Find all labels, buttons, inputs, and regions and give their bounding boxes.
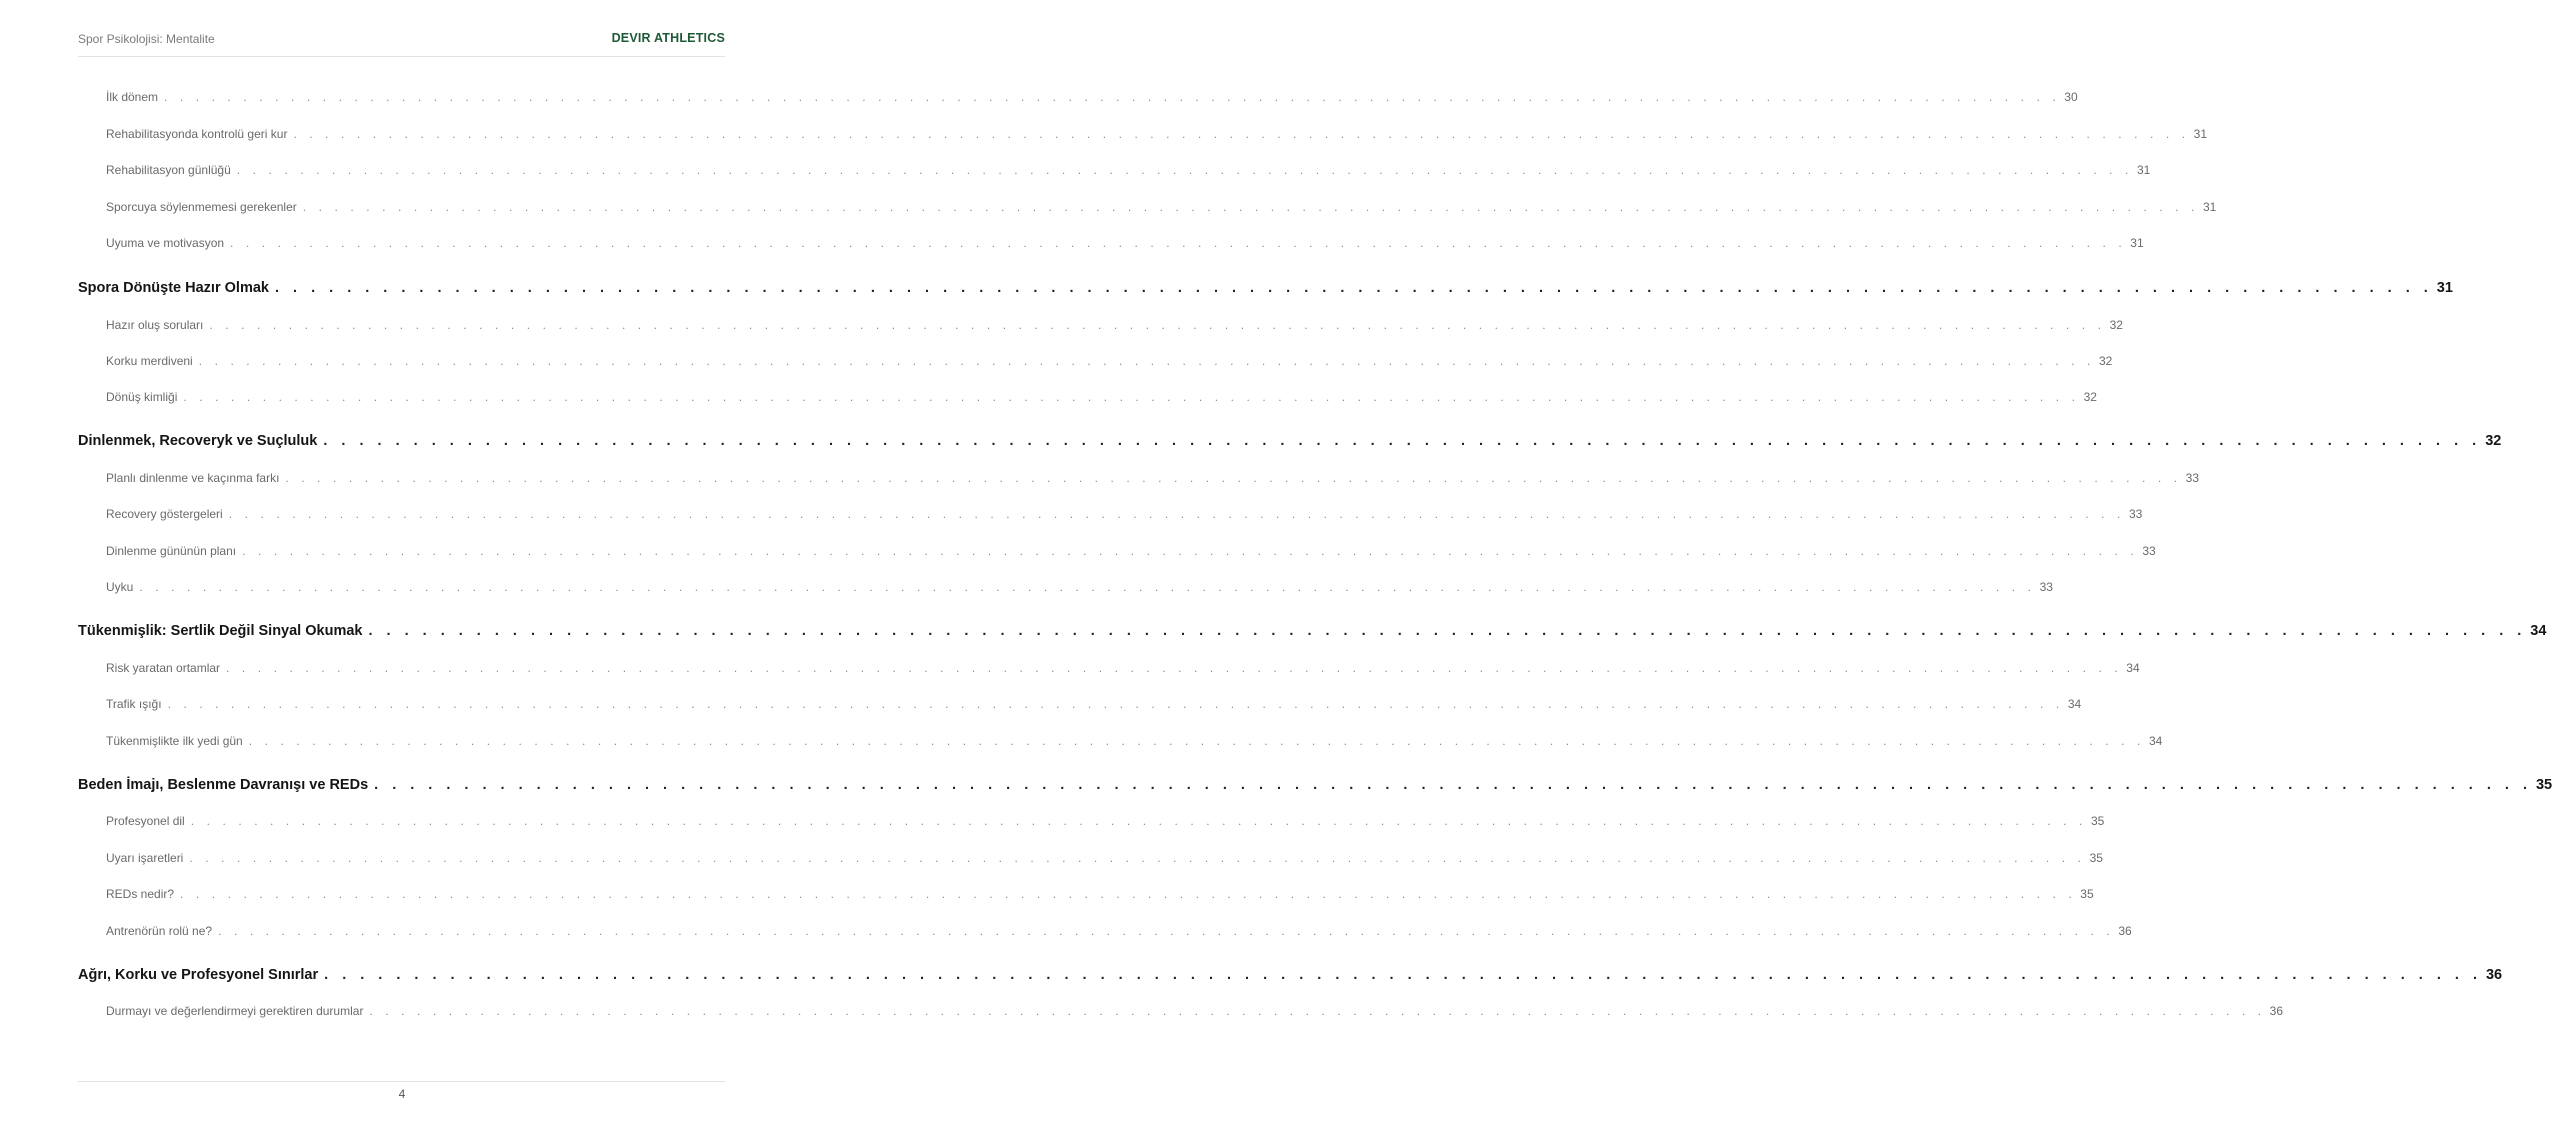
toc-subsection-entry[interactable] xyxy=(106,814,2105,834)
toc-entry-title: Dönüş kimliği xyxy=(106,390,178,404)
toc-entry-title: Uyuma ve motivasyon xyxy=(106,236,225,250)
toc-entry-page: 32 xyxy=(2109,318,2123,332)
dot-leader: . . . . . . . . . . . . . . . . . . . . . . . . . . . . . . . . . . . . . . . . . . . . . . . . . . . . . . . . . . . . . . . . . . . . . . . . . . . . . . . . . . . . . . . . . . . . . . . . . . . . . . . . . . . . . . . . . . . . . . . . xyxy=(164,90,2061,104)
toc-entry-title: Uyarı işaretleri xyxy=(106,851,184,865)
toc-entry-page: 32 xyxy=(2485,433,2502,449)
toc-entry-page: 35 xyxy=(2089,851,2103,865)
toc-subsection-entry[interactable] xyxy=(106,851,2103,871)
dot-leader: . . . . . . . . . . . . . . . . . . . . . . . . . . . . . . . . . . . . . . . . . . . . . . . . . . . . . . . . . . . . . . . . . . . . . . . . . . . . . . . . . . . . . . . . . . . . . . . . . . . . . . . . . . . . . . . . . . . . . . . . xyxy=(183,390,2080,404)
toc-entry-title: Trafik ışığı xyxy=(106,697,162,711)
toc-subsection-entry[interactable] xyxy=(106,544,2156,564)
toc-entry-page: 34 xyxy=(2067,697,2082,711)
toc-entry-title: Uyku xyxy=(106,580,134,594)
toc-entry-page: 32 xyxy=(2083,390,2097,404)
toc-entry-page: 34 xyxy=(2148,734,2163,748)
toc-entry-title: Recovery göstergeleri xyxy=(106,507,223,521)
toc-entry-title: Ağrı, Korku ve Profesyonel Sınırlar xyxy=(78,967,319,983)
toc-subsection-entry[interactable] xyxy=(106,200,2217,220)
toc-entry-title: Beden İmajı, Beslenme Davranışı ve REDs xyxy=(78,777,369,793)
toc-entry-title: Profesyonel dil xyxy=(106,814,185,828)
toc-subsection-entry[interactable] xyxy=(106,734,2163,754)
dot-leader: . . . . . . . . . . . . . . . . . . . . . . . . . . . . . . . . . . . . . . . . . . . . . . . . . . . . . . . . . . . . . . . . . . . . . . . . . . . . . . . . . . . . . . . . . . . . . . . . . . . . . . . . . . . . . . . . . . . . . . . . xyxy=(248,734,2145,748)
toc-entry-page: 30 xyxy=(2064,90,2078,104)
toc-subsection-entry[interactable] xyxy=(106,507,2143,527)
toc-entry-title: Hazır oluş soruları xyxy=(106,318,204,332)
dot-leader: . . . . . . . . . . . . . . . . . . . . . . . . . . . . . . . . . . . . . . . . . . . . . . . . . . . . . . . . . . . . . . . . . . . . . . . . . . . . . . . . . . . . . . . . . . . . . . . . . . . . . . . . . . . . . . . . . . . . . . . . xyxy=(180,887,2077,901)
footer-divider xyxy=(78,1081,725,1082)
dot-leader: . . . . . . . . . . . . . . . . . . . . . . . . . . . . . . . . . . . . . . . . . . . . . . . . . . . . . . . . . . . . . . . . . . . . . . . . . . . . . . . . . . . . . . . . . . . . . . . . . . . . . . . . . . . . . . . . . . . . . . . . xyxy=(189,851,2086,865)
toc-entry-title: İlk dönem xyxy=(106,90,159,104)
toc-entry-page: 32 xyxy=(2098,354,2113,368)
toc-entry-title: Rehabilitasyon günlüğü xyxy=(106,163,231,177)
toc-entry-page: 34 xyxy=(2126,661,2140,675)
toc-entry-page: 35 xyxy=(2090,814,2105,828)
toc-entry-page: 34 xyxy=(2530,623,2547,639)
toc-subsection-entry[interactable] xyxy=(106,887,2094,907)
page-header xyxy=(78,30,725,57)
toc-entry-page: 33 xyxy=(2142,544,2156,558)
toc-subsection-entry[interactable] xyxy=(106,1004,2284,1024)
toc-entry-title: Tükenmişlikte ilk yedi gün xyxy=(106,734,243,748)
toc-entry-page: 36 xyxy=(2485,967,2503,983)
toc-subsection-entry[interactable] xyxy=(106,471,2200,491)
toc-section-entry[interactable] xyxy=(78,280,2453,300)
dot-leader: . . . . . . . . . . . . . . . . . . . . . . . . . . . . . . . . . . . . . . . . . . . . . . . . . . . . . . . . . . . . . . . . . . . . . . . . . . . . . . . . . . . . . . . . . . . . . . . . . . . . . . . . . . . . . . . . . . . . . . . . xyxy=(236,163,2133,177)
toc-subsection-entry[interactable] xyxy=(106,163,2151,183)
dot-leader: . . . . . . . . . . . . . . . . . . . . . . . . . . . . . . . . . . . . . . . . . . . . . . . . . . . . . . . . . . . . . . . . . . . . . . . . . . . . . . . . . . . . . . . . . . . . . . . . . . . . . . . . . . . . . . . . . . . . . . . . xyxy=(302,200,2199,214)
dot-leader: . . . . . . . . . . . . . . . . . . . . . . . . . . . . . . . . . . . . . . . . . . . . . . . . . . . . . . . . . . . . . . . . . . . . . . . . . . . . . . . . . . . . . . . . . . . . . . . . . . . . . . . . . . . . . . . . . . . . . . . . xyxy=(285,471,2182,485)
dot-leader: . . . . . . . . . . . . . . . . . . . . . . . . . . . . . . . . . . . . . . . . . . . . . . . . . . . . . . . . . . . . . . . . . . . . . . . . . . . . . . . . . . . . . . . . . . . . . . . . . . . . . . . . . . . . . . . . . . . . . . . . xyxy=(139,580,2036,594)
toc-subsection-entry[interactable] xyxy=(106,924,2132,944)
toc-subsection-entry[interactable] xyxy=(106,697,2082,717)
dot-leader: . . . . . . . . . . . . . . . . . . . . . . . . . . . . . . . . . . . . . . . . . . . . . . . . . . . . . . . . . . . . . . . . . . . . . . . . . . . . . . . . . . . . . . . . . . . . . . . . . . . . . . . . . . . . . . . . . . . . . . . . xyxy=(293,127,2190,141)
toc-entry-page: 31 xyxy=(2130,236,2144,250)
toc-entry-title: Dinlenmek, Recoveryk ve Suçluluk xyxy=(78,433,318,449)
toc-subsection-entry[interactable] xyxy=(106,318,2123,338)
toc-entry-title: Tükenmişlik: Sertlik Değil Sinyal Okumak xyxy=(78,623,363,639)
toc-subsection-entry[interactable] xyxy=(106,390,2097,410)
toc-subsection-entry[interactable] xyxy=(106,580,2053,600)
dot-leader: . . . . . . . . . . . . . . . . . . . . . . . . . . . . . . . . . . . . . . . . . . . . . . . . . . . . . . . . . . . . . . . . . . . . . . . . . . . . . . . . . . . . . . . . . . . . . . . . . . . . . . . . . . . . . . . . . . . . . . . . xyxy=(209,318,2106,332)
dot-leader: . . . . . . . . . . . . . . . . . . . . . . . . . . . . . . . . . . . . . . . . . . . . . . . . . . . . . . . . . . . . . . . . . . . . . . . . . . . . . . . . . . . . . . . . . . . . . . . . . . . . . . . . . . . . . . . . . . . . . . . . xyxy=(230,236,2127,250)
dot-leader: . . . . . . . . . . . . . . . . . . . . . . . . . . . . . . . . . . . . . . . . . . . . . . . . . . . . . . . . . . . . . . . . . . . . . . . . . . . . . . . . . . . . . . . . . . . . . . . . . . . . . . . . . . . . . . . . . . . . . . . . xyxy=(274,280,2433,296)
toc-entry-page: 33 xyxy=(2128,507,2143,521)
toc-entry-title: Risk yaratan ortamlar xyxy=(106,661,221,675)
toc-subsection-entry[interactable] xyxy=(106,127,2208,147)
toc-entry-page: 33 xyxy=(2185,471,2200,485)
toc-entry-page: 31 xyxy=(2203,200,2217,214)
toc-entry-page: 36 xyxy=(2269,1004,2284,1018)
document-title: Spor Psikolojisi: Mentalite xyxy=(78,32,215,46)
toc-entry-page: 31 xyxy=(2436,280,2453,296)
dot-leader: . . . . . . . . . . . . . . . . . . . . . . . . . . . . . . . . . . . . . . . . . . . . . . . . . . . . . . . . . . . . . . . . . . . . . . . . . . . . . . . . . . . . . . . . . . . . . . . . . . . . . . . . . . . . . . . . . . . . . . . . xyxy=(374,777,2532,793)
toc-entry-page: 35 xyxy=(2080,887,2094,901)
dot-leader: . . . . . . . . . . . . . . . . . . . . . . . . . . . . . . . . . . . . . . . . . . . . . . . . . . . . . . . . . . . . . . . . . . . . . . . . . . . . . . . . . . . . . . . . . . . . . . . . . . . . . . . . . . . . . . . . . . . . . . . . xyxy=(324,967,2482,983)
toc-entry-title: Spora Dönüşte Hazır Olmak xyxy=(78,280,269,296)
toc-entry-page: 33 xyxy=(2039,580,2053,594)
dot-leader: . . . . . . . . . . . . . . . . . . . . . . . . . . . . . . . . . . . . . . . . . . . . . . . . . . . . . . . . . . . . . . . . . . . . . . . . . . . . . . . . . . . . . . . . . . . . . . . . . . . . . . . . . . . . . . . . . . . . . . . . xyxy=(369,1004,2266,1018)
toc-entry-title: Sporcuya söylenmemesi gerekenler xyxy=(106,200,297,214)
toc-entry-title: REDs nedir? xyxy=(106,887,175,901)
page-number: 4 xyxy=(398,1087,406,1101)
toc-entry-title: Antrenörün rolü ne? xyxy=(106,924,213,938)
brand-name: DEVIR ATHLETICS xyxy=(611,31,725,45)
toc-entry-page: 31 xyxy=(2137,163,2151,177)
dot-leader: . . . . . . . . . . . . . . . . . . . . . . . . . . . . . . . . . . . . . . . . . . . . . . . . . . . . . . . . . . . . . . . . . . . . . . . . . . . . . . . . . . . . . . . . . . . . . . . . . . . . . . . . . . . . . . . . . . . . . . . . xyxy=(190,814,2087,828)
dot-leader: . . . . . . . . . . . . . . . . . . . . . . . . . . . . . . . . . . . . . . . . . . . . . . . . . . . . . . . . . . . . . . . . . . . . . . . . . . . . . . . . . . . . . . . . . . . . . . . . . . . . . . . . . . . . . . . . . . . . . . . . xyxy=(228,507,2125,521)
dot-leader: . . . . . . . . . . . . . . . . . . . . . . . . . . . . . . . . . . . . . . . . . . . . . . . . . . . . . . . . . . . . . . . . . . . . . . . . . . . . . . . . . . . . . . . . . . . . . . . . . . . . . . . . . . . . . . . . . . . . . . . . xyxy=(323,433,2482,449)
toc-entry-page: 31 xyxy=(2193,127,2208,141)
toc-subsection-entry[interactable] xyxy=(106,236,2144,256)
toc-entry-title: Planlı dinlenme ve kaçınma farkı xyxy=(106,471,280,485)
toc-section-entry[interactable] xyxy=(78,777,2552,797)
dot-leader: . . . . . . . . . . . . . . . . . . . . . . . . . . . . . . . . . . . . . . . . . . . . . . . . . . . . . . . . . . . . . . . . . . . . . . . . . . . . . . . . . . . . . . . . . . . . . . . . . . . . . . . . . . . . . . . . . . . . . . . . xyxy=(198,354,2095,368)
dot-leader: . . . . . . . . . . . . . . . . . . . . . . . . . . . . . . . . . . . . . . . . . . . . . . . . . . . . . . . . . . . . . . . . . . . . . . . . . . . . . . . . . . . . . . . . . . . . . . . . . . . . . . . . . . . . . . . . . . . . . . . . xyxy=(226,661,2123,675)
toc-entry-title: Durmayı ve değerlendirmeyi gerektiren durumlar xyxy=(106,1004,364,1018)
toc-entry-page: 36 xyxy=(2118,924,2132,938)
toc-subsection-entry[interactable] xyxy=(106,90,2078,110)
dot-leader: . . . . . . . . . . . . . . . . . . . . . . . . . . . . . . . . . . . . . . . . . . . . . . . . . . . . . . . . . . . . . . . . . . . . . . . . . . . . . . . . . . . . . . . . . . . . . . . . . . . . . . . . . . . . . . . . . . . . . . . . xyxy=(218,924,2115,938)
dot-leader: . . . . . . . . . . . . . . . . . . . . . . . . . . . . . . . . . . . . . . . . . . . . . . . . . . . . . . . . . . . . . . . . . . . . . . . . . . . . . . . . . . . . . . . . . . . . . . . . . . . . . . . . . . . . . . . . . . . . . . . . xyxy=(167,697,2064,711)
dot-leader: . . . . . . . . . . . . . . . . . . . . . . . . . . . . . . . . . . . . . . . . . . . . . . . . . . . . . . . . . . . . . . . . . . . . . . . . . . . . . . . . . . . . . . . . . . . . . . . . . . . . . . . . . . . . . . . . . . . . . . . . xyxy=(242,544,2139,558)
dot-leader: . . . . . . . . . . . . . . . . . . . . . . . . . . . . . . . . . . . . . . . . . . . . . . . . . . . . . . . . . . . . . . . . . . . . . . . . . . . . . . . . . . . . . . . . . . . . . . . . . . . . . . . . . . . . . . . . . . . . . . . . xyxy=(368,623,2527,639)
toc-subsection-entry[interactable] xyxy=(106,661,2140,681)
toc-entry-title: Korku merdiveni xyxy=(106,354,193,368)
toc-section-entry[interactable] xyxy=(78,967,2503,987)
toc-section-entry[interactable] xyxy=(78,623,2547,643)
toc-subsection-entry[interactable] xyxy=(106,354,2113,374)
toc-entry-page: 35 xyxy=(2535,777,2552,793)
toc-entry-title: Dinlenme gününün planı xyxy=(106,544,237,558)
toc-section-entry[interactable] xyxy=(78,433,2502,453)
toc-entry-title: Rehabilitasyonda kontrolü geri kur xyxy=(106,127,288,141)
